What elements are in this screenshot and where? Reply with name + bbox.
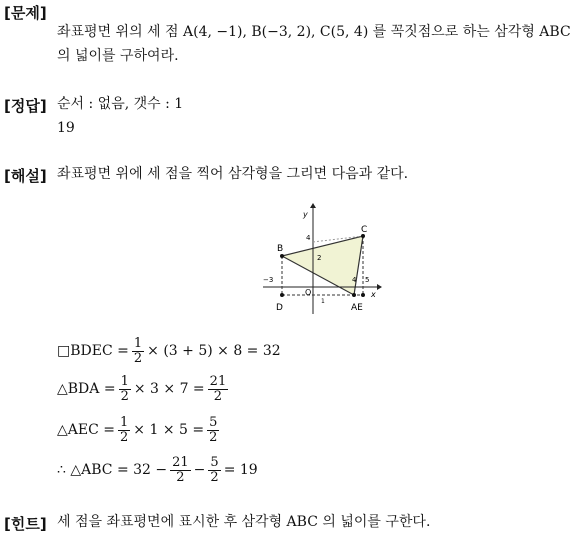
eq3-lhs: △AEC = (57, 422, 115, 439)
equation-abc (57, 456, 258, 484)
eq4-den2: 2 (210, 469, 219, 485)
eq3-num2: 5 (209, 415, 218, 430)
eq2-num: 1 (120, 374, 129, 389)
tick-minus-3: −3 (263, 276, 274, 284)
eq3-den2: 2 (209, 429, 218, 445)
eq2-mid: × 3 × 7 = (133, 381, 205, 398)
x-arrow (377, 284, 382, 290)
eq2-den: 2 (120, 388, 129, 404)
tick-4: 4 (306, 234, 311, 242)
tick-1: 1 (321, 298, 325, 305)
label-c: C (361, 225, 368, 235)
eq3-frac-2 (207, 416, 219, 444)
eq4-rhs: = 19 (223, 462, 258, 479)
tick-2: 2 (317, 254, 322, 262)
triangle-abc (282, 236, 363, 295)
point-e (361, 293, 365, 297)
problem-line-1: 좌표평면 위의 세 점 A(4, −1), B(−3, 2), C(5, 4) 를 꼭짓점으로 하는 삼각형 ABC (57, 24, 571, 40)
explanation-label: [해설] (4, 167, 47, 185)
problem-label: [문제] (4, 4, 47, 22)
eq2-frac-2 (208, 375, 229, 403)
equation-bda (57, 375, 231, 403)
eq2-frac (119, 375, 131, 403)
eq4-frac-2 (208, 456, 220, 484)
label-ae: AE (351, 303, 363, 313)
eq1-den: 2 (133, 350, 143, 366)
eq1-rhs: × (3 + 5) × 8 = 32 (147, 343, 281, 360)
eq3-den: 2 (120, 429, 129, 445)
point-d (280, 293, 284, 297)
point-b (280, 254, 284, 258)
label-b: B (277, 244, 284, 254)
answer-line-1: 순서 : 없음, 갯수 : 1 (57, 96, 184, 112)
eq4-num: 21 (172, 455, 189, 470)
tick-5: 5 (365, 276, 370, 284)
label-x: x (371, 290, 376, 299)
coordinate-figure (255, 202, 385, 317)
hint-label: [힌트] (4, 515, 47, 533)
problem-line-2: 의 넓이를 구하여라. (57, 48, 179, 64)
eq4-mid: − (193, 462, 206, 479)
point-a (352, 293, 356, 297)
eq3-num: 1 (120, 415, 129, 430)
label-o: O (305, 288, 312, 297)
eq4-frac (170, 456, 191, 484)
eq3-frac (118, 416, 130, 444)
eq1-num: 1 (133, 336, 143, 351)
equation-bdec (57, 337, 281, 365)
label-d: D (276, 303, 283, 313)
answer-value: 19 (57, 120, 75, 136)
equation-aec (57, 416, 222, 444)
eq2-num2: 21 (209, 374, 227, 389)
eq4-lhs: ∴ △ABC = 32 − (57, 462, 168, 479)
tick-4b: 4 (352, 276, 357, 284)
hint-line-1: 세 점을 좌표평면에 표시한 후 삼각형 ABC 의 넓이를 구한다. (57, 514, 431, 530)
eq2-den2: 2 (213, 388, 223, 404)
y-arrow (310, 203, 316, 208)
explanation-line-1: 좌표평면 위에 세 점을 찍어 삼각형을 그리면 다음과 같다. (57, 166, 409, 182)
eq2-lhs: △BDA = (57, 381, 116, 398)
eq4-den: 2 (176, 469, 185, 485)
eq3-mid: × 1 × 5 = (133, 422, 205, 439)
eq4-num2: 5 (210, 455, 219, 470)
eq1-lhs: □BDEC = (57, 343, 129, 360)
label-y: y (303, 210, 308, 219)
eq1-frac (132, 337, 144, 365)
answer-label: [정답] (4, 97, 47, 115)
